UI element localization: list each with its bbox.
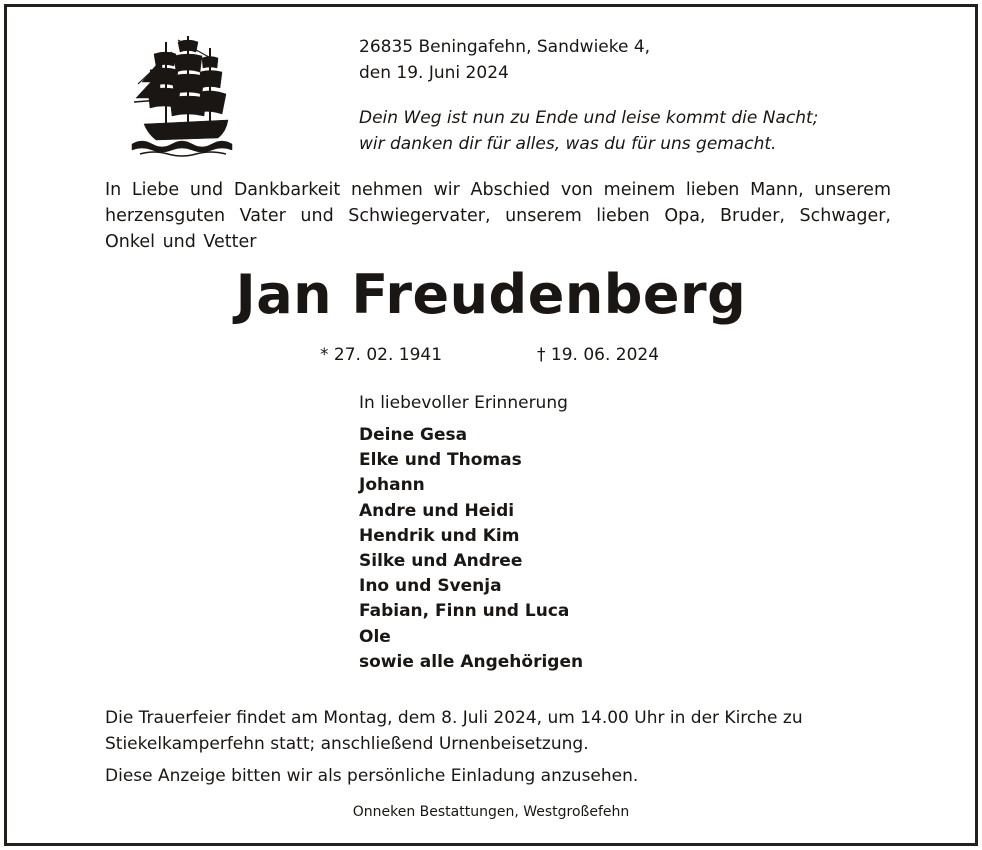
mourner-name: Andre und Heidi xyxy=(359,500,515,521)
address-line: 26835 Beningafehn, Sandwieke 4, xyxy=(359,37,651,57)
undertaker: Onneken Bestattungen, Westgroßefehn xyxy=(352,804,630,820)
mourner-name: Elke und Thomas xyxy=(359,450,522,471)
address-block xyxy=(359,34,650,86)
date-line: den 19. Juni 2024 xyxy=(359,63,509,83)
intro-text: In Liebe und Dankbarkeit nehmen wir Abschied von meinem lieben Mann, unserem herzensguten Vater und Schwiegervater, unserem lieben Opa, Bruder, Schwager, Onkel und Vetter xyxy=(105,180,891,252)
mourner-name: sowie alle Angehörigen xyxy=(359,651,584,672)
memory-heading: In liebevoller Erinnerung xyxy=(359,393,568,413)
verse xyxy=(359,105,818,157)
verse-line-2: wir danken dir für alles, was du für uns gemacht. xyxy=(359,134,777,154)
deceased-name: Jan Freudenberg xyxy=(235,263,747,326)
death-date: † 19. 06. 2024 xyxy=(537,345,660,365)
mourner-name: Silke und Andree xyxy=(359,551,523,572)
mourner-name: Hendrik und Kim xyxy=(359,525,520,546)
mourner-name: Ole xyxy=(359,626,391,647)
mourners-list xyxy=(359,423,583,675)
birth-date: * 27. 02. 1941 xyxy=(320,345,443,365)
mourner-name: Deine Gesa xyxy=(359,425,468,445)
mourner-name: Ino und Svenja xyxy=(359,576,502,597)
funeral-info: Die Trauerfeier findet am Montag, dem 8. Juli 2024, um 14.00 Uhr in der Kirche zu Stiekelkamperfehn statt; anschließend Urnenbeisetzung. xyxy=(105,708,803,754)
invitation-note: Diese Anzeige bitten wir als persönliche Einladung anzusehen. xyxy=(105,766,639,786)
sailing-ship-icon xyxy=(130,32,235,157)
mourner-name: Johann xyxy=(359,475,425,496)
verse-line-1: Dein Weg ist nun zu Ende und leise kommt die Nacht; xyxy=(359,108,819,128)
mourner-name: Fabian, Finn und Luca xyxy=(359,601,570,622)
